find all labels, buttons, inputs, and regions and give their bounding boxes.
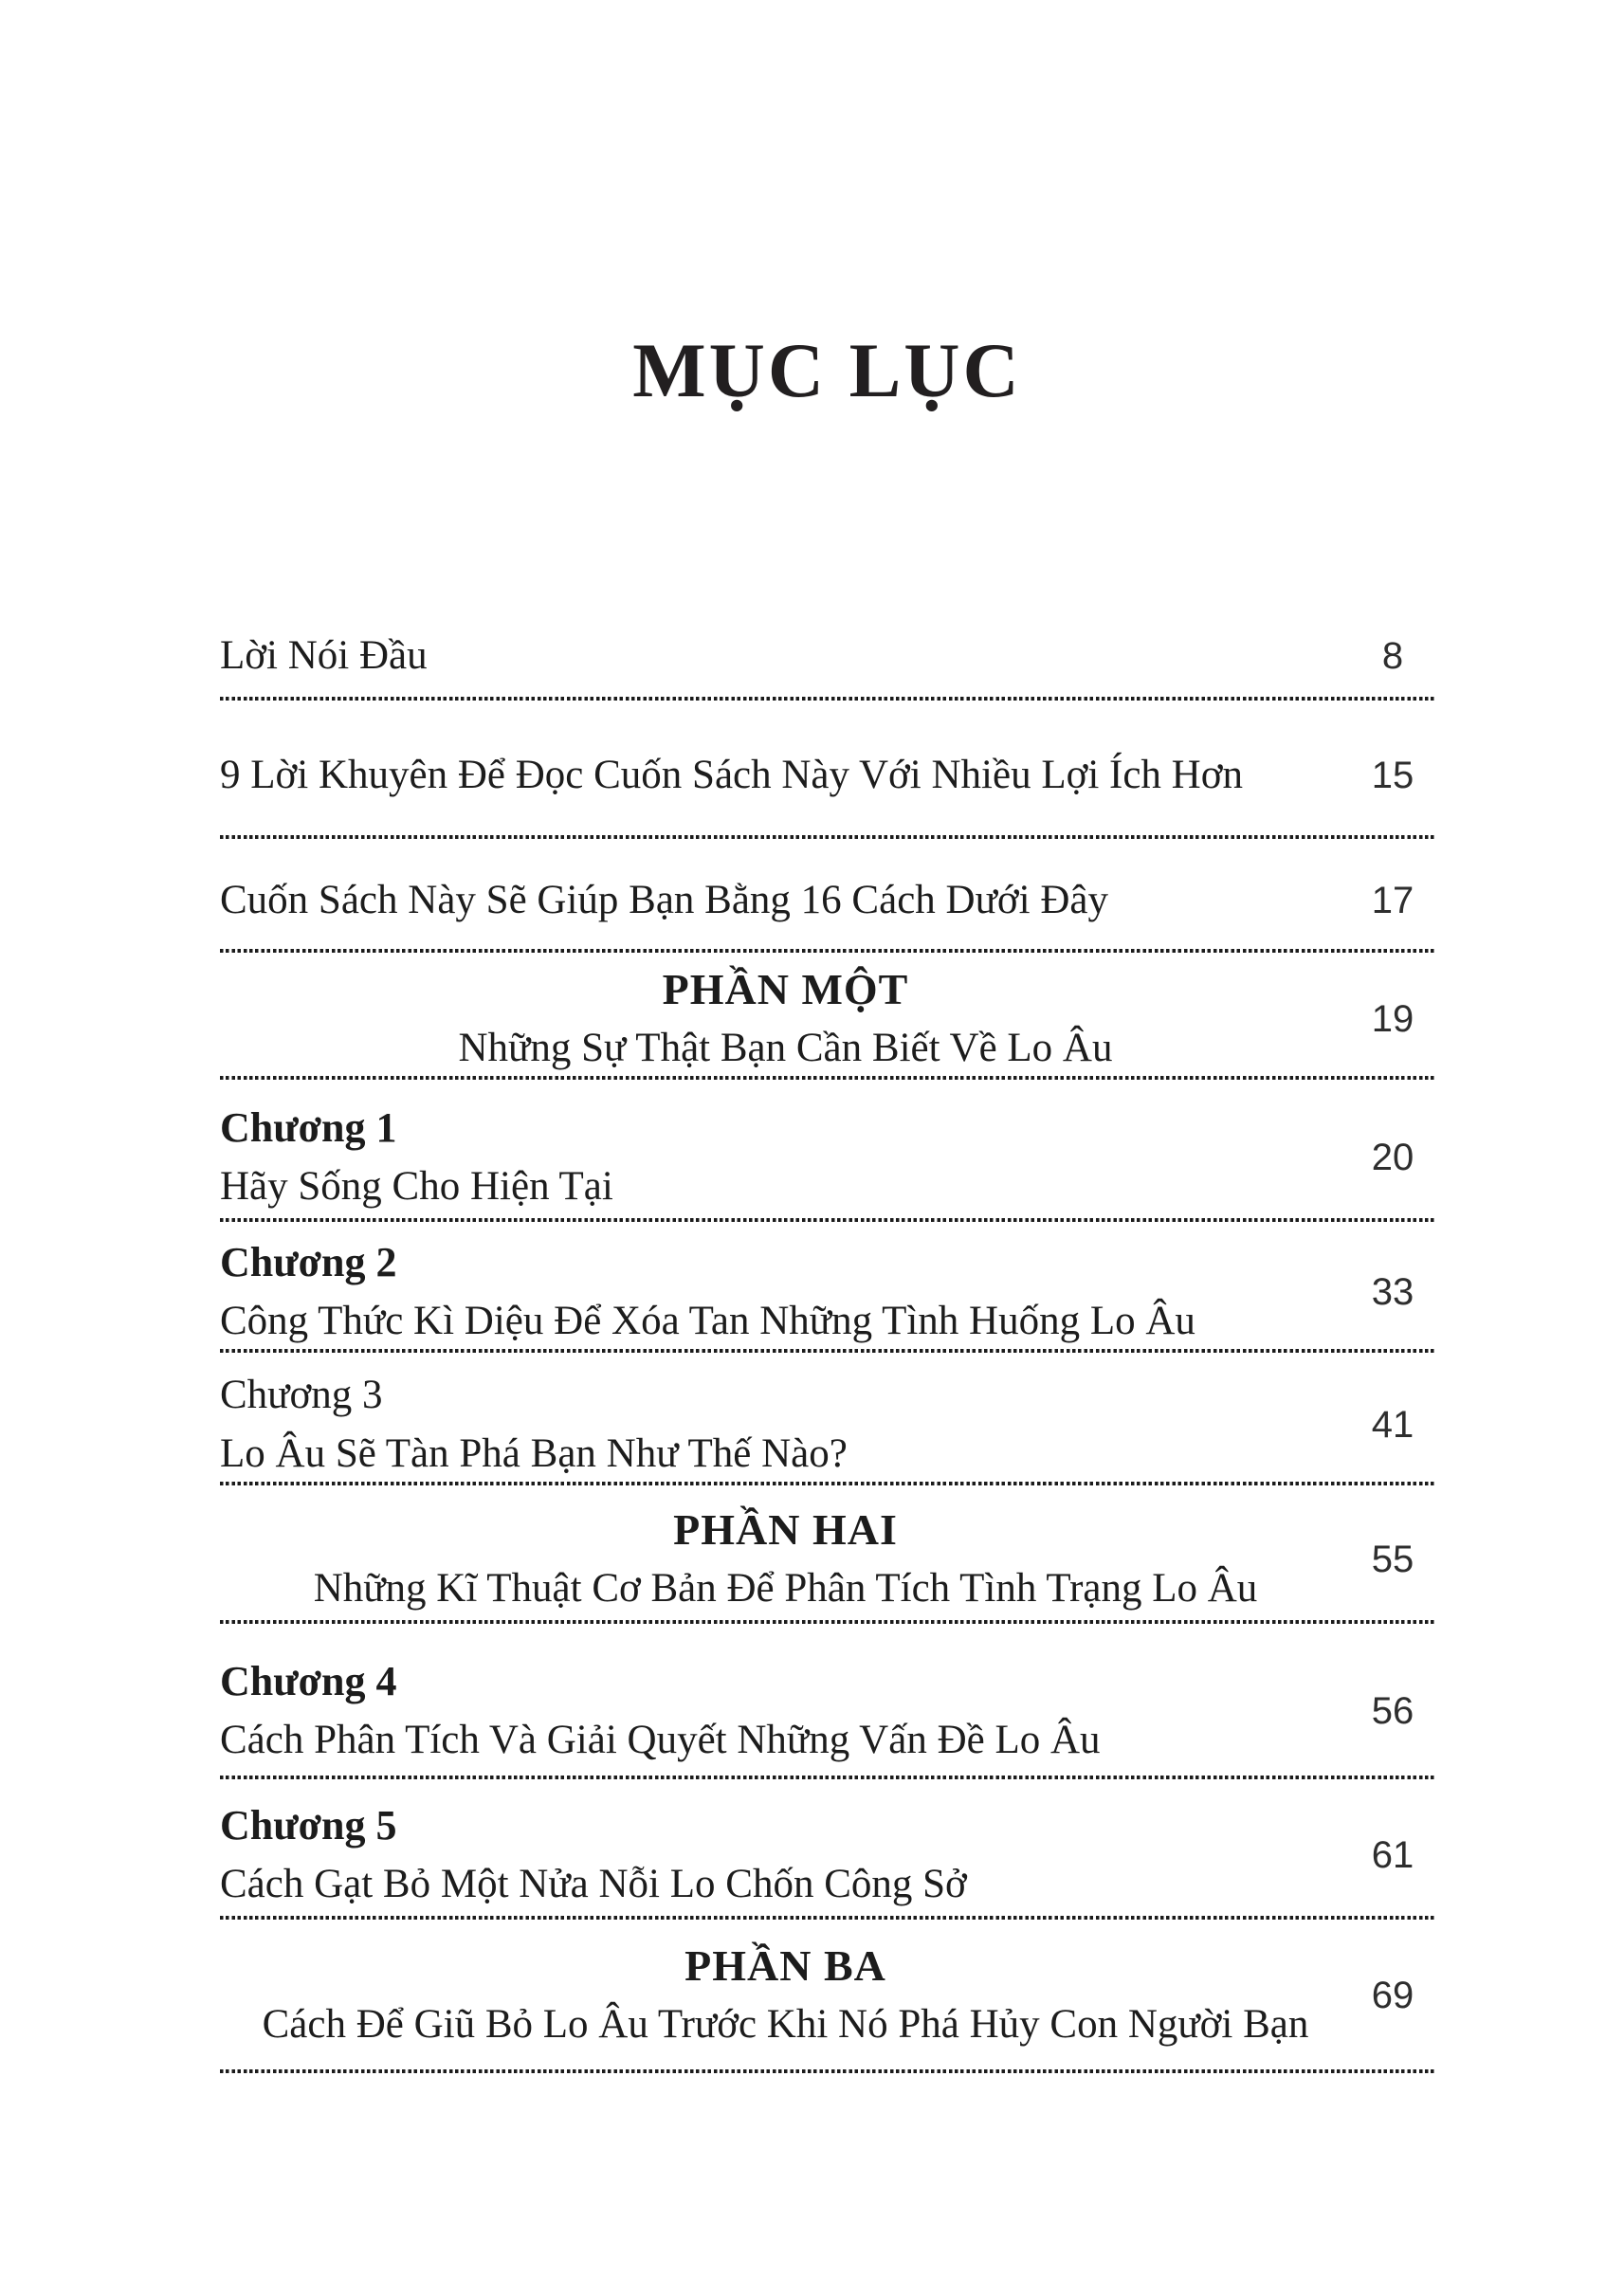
toc-entry-chapter-3 [220,1353,1434,1485]
chapter-label: Chương 4 [220,1658,397,1704]
toc-entry-chapter-5 [220,1779,1434,1920]
entry-title: Cách Phân Tích Và Giải Quyết Những Vấn Đề Lo Âu [220,1718,1101,1762]
entry-title: Những Kĩ Thuật Cơ Bản Để Phân Tích Tình Trạng Lo Âu [313,1566,1258,1611]
entry-text [220,1796,1351,1914]
part-label: PHẦN BA [684,1941,886,1990]
part-label: PHẦN HAI [673,1505,898,1554]
chapter-label: Chương 2 [220,1239,397,1285]
entry-title: Hãy Sống Cho Hiện Tại [220,1164,613,1209]
entry-text [220,960,1351,1078]
entry-title: Lo Âu Sẽ Tàn Phá Bạn Như Thế Nào? [220,1431,848,1476]
chapter-label: Chương 3 [220,1373,383,1417]
page-number: 69 [1371,1974,1414,2016]
entry-title: 9 Lời Khuyên Để Đọc Cuốn Sách Này Với Nhiều Lợi Ích Hơn [220,753,1243,797]
page-number: 55 [1371,1538,1414,1580]
toc-entry-chapter-1 [220,1080,1434,1222]
entry-text [220,1233,1351,1351]
page-number: 15 [1371,754,1414,796]
toc-entry [220,583,1434,701]
entry-text [220,1366,1351,1484]
page-number: 41 [1371,1403,1414,1446]
page-number: 8 [1381,634,1404,677]
entry-text [220,1652,1351,1770]
entry-title: Công Thức Kì Diệu Để Xóa Tan Những Tình Huống Lo Âu [220,1299,1195,1343]
entry-title: Cuốn Sách Này Sẽ Giúp Bạn Bằng 16 Cách Dưới Đây [220,878,1108,922]
toc-entry [220,701,1434,839]
entry-text [220,1501,1351,1618]
page-number: 19 [1371,997,1414,1040]
entry-title: Cách Gạt Bỏ Một Nửa Nỗi Lo Chốn Công Sở [220,1862,967,1906]
toc-entry-chapter-2 [220,1222,1434,1353]
page-number: 61 [1371,1833,1414,1876]
toc-entry-part-three [220,1920,1434,2073]
page-number: 33 [1371,1270,1414,1313]
page-number: 56 [1371,1689,1414,1732]
page-number: 20 [1371,1136,1414,1178]
entry-title: Những Sự Thật Bạn Cần Biết Về Lo Âu [458,1026,1113,1070]
page-title: MỤC LỤC [632,327,1022,413]
chapter-label: Chương 5 [220,1802,397,1849]
page-number: 17 [1371,879,1414,921]
entry-text [220,1937,1351,2054]
toc-entry-part-two [220,1485,1434,1624]
entry-title: Lời Nói Đầu [220,633,428,678]
chapter-label: Chương 1 [220,1104,397,1151]
toc-entry [220,839,1434,953]
toc-entry-chapter-4 [220,1624,1434,1779]
toc-entry-part-one [220,953,1434,1080]
entry-title: Cách Để Giũ Bỏ Lo Âu Trước Khi Nó Phá Hủy Con Người Bạn [262,2002,1309,2047]
part-label: PHẦN MỘT [662,965,909,1013]
table-of-contents [220,583,1434,2073]
entry-text [220,1099,1351,1216]
